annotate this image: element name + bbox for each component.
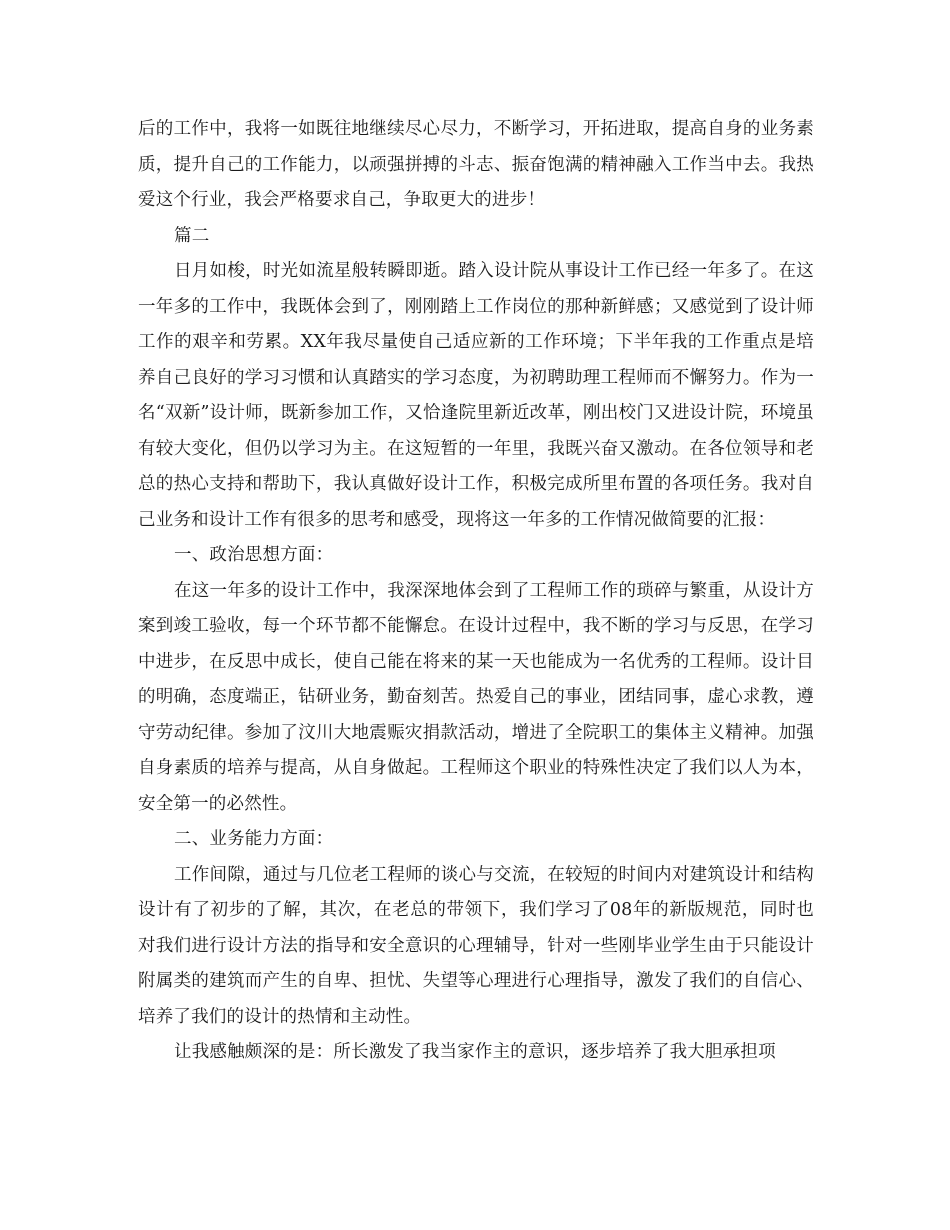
paragraph-political: 在这一年多的设计工作中，我深深地体会到了工程师工作的琐碎与繁重，从设计方案到竣工验收，每一个环节都不能懈怠。在设计过程中，我不断的学习与反思，在学习中进步，在反思中成长，使自己能在将来的某一天也能成为一名优秀的工程师。设计目的明确，态度端正，钻研业务，勤奋刻苦。热爱自己的事业，团结同事，虚心求教，遵守劳动纪律。参加了汶川大地震赈灾捐款活动，增进了全院职工的集体主义精神。加强自身素质的培养与提高，从自身做起。工程师这个职业的特殊性决定了我们以人为本，安全第一的必然性。 [138, 580, 814, 814]
paragraph-business: 工作间隙，通过与几位老工程师的谈心与交流，在较短的时间内对建筑设计和结构设计有了初步的了解，其次，在老总的带领下，我们学习了08年的新版规范，同时也对我们进行设计方法的指导和安全意识的心理辅导，针对一些刚毕业学生由于只能设计附属类的建筑而产生的自卑、担忧、失望等心理进行心理指导，激发了我们的自信心、培养了我们的设计的热情和主动性。 [138, 864, 814, 1027]
paragraph-continuation: 后的工作中，我将一如既往地继续尽心尽力，不断学习，开拓进取，提高自身的业务素质，提升自己的工作能力，以顽强拼搏的斗志、振奋饱满的精神融入工作当中去。我热爱这个行业，我会严格要求自己，争取更大的进步！ [138, 119, 814, 210]
section-heading-political: 一、政治思想方面： [174, 545, 334, 565]
paragraph-intro: 日月如梭，时光如流星般转瞬即逝。踏入设计院从事设计工作已经一年多了。在这一年多的工作中，我既体会到了，刚刚踏上工作岗位的那种新鲜感；又感觉到了设计师工作的艰辛和劳累。XX年我尽量使自己适应新的工作环境；下半年我的工作重点是培养自己良好的学习习惯和认真踏实的学习态度，为初聘助理工程师而不懈努力。作为一名“双新”设计师，既新参加工作，又恰逢院里新近改革，刚出校门又进设计院，环境虽有较大变化，但仍以学习为主。在这短暂的一年里，我既兴奋又激动。在各位领导和老总的热心支持和帮助下，我认真做好设计工作，积极完成所里布置的各项任务。我对自己业务和设计工作有很多的思考和感受，现将这一年多的工作情况做简要的汇报： [138, 261, 814, 530]
paragraph-closing: 让我感触颇深的是：所长激发了我当家作主的意识，逐步培养了我大胆承担项 [174, 1042, 776, 1062]
section-heading-business: 二、业务能力方面： [174, 829, 334, 849]
section-heading-part-two: 篇二 [174, 225, 210, 246]
document-body [138, 112, 814, 1071]
